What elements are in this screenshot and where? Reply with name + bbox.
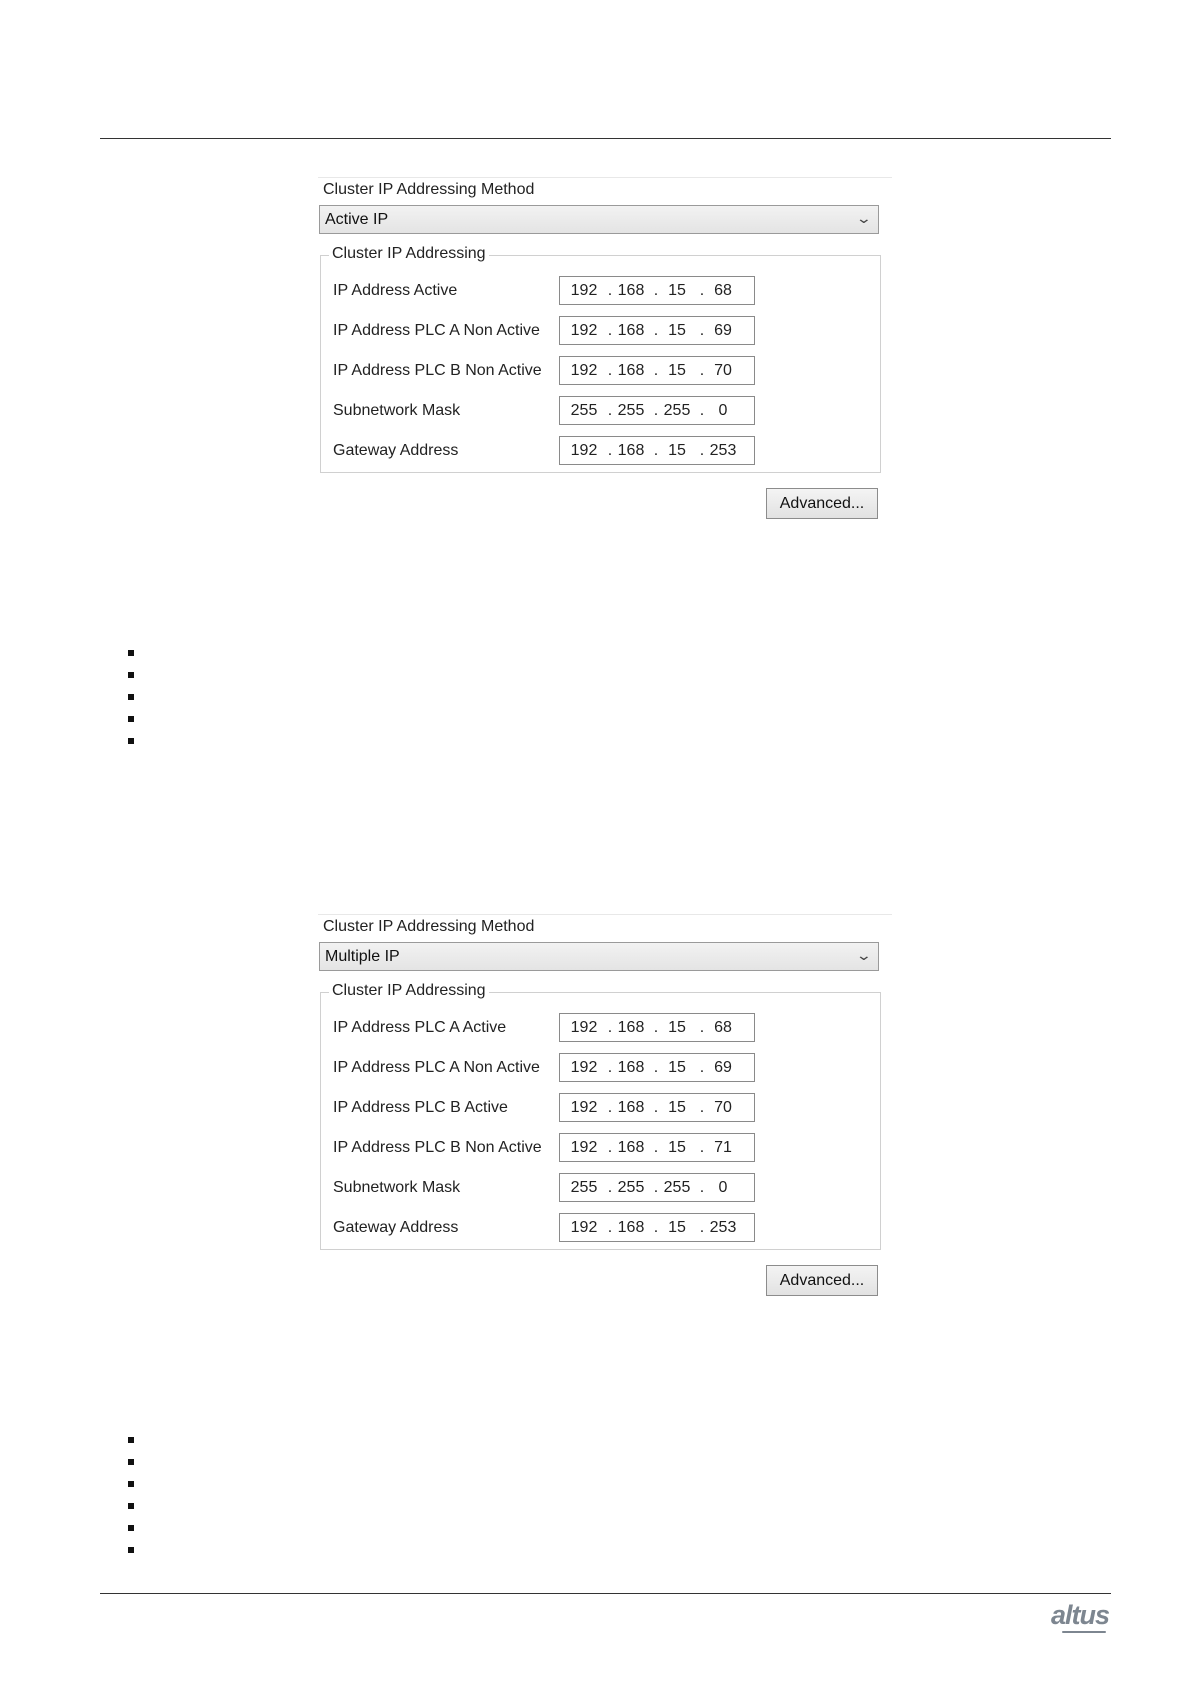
ip-dot: . [607, 362, 613, 379]
ip-row-label: IP Address PLC A Non Active [333, 1059, 540, 1076]
ip-octet[interactable]: 70 [714, 362, 732, 379]
ip-octet[interactable]: 0 [718, 402, 728, 419]
ip-row-label: Gateway Address [333, 442, 459, 459]
advanced-button[interactable]: Advanced... [766, 1265, 878, 1296]
ip-dot: . [653, 1099, 659, 1116]
ip-octet[interactable]: 255 [617, 1179, 645, 1196]
ip-octet[interactable]: 70 [714, 1099, 732, 1116]
ip-address-field[interactable] [559, 356, 755, 385]
ip-dot: . [607, 1059, 613, 1076]
ip-dot: . [653, 322, 659, 339]
ip-dot: . [607, 322, 613, 339]
panel-top-line [318, 914, 892, 915]
ip-row [321, 436, 880, 466]
list-bullet [128, 1481, 134, 1487]
bullet-list [128, 650, 134, 760]
ip-octet[interactable]: 192 [570, 362, 598, 379]
ip-octet[interactable]: 69 [714, 1059, 732, 1076]
list-bullet [128, 1459, 134, 1465]
ip-octet[interactable]: 192 [570, 1099, 598, 1116]
group-title: Cluster IP Addressing [329, 982, 489, 1000]
ip-dot: . [699, 1059, 705, 1076]
ip-octet[interactable]: 15 [668, 1099, 686, 1116]
ip-dot: . [699, 1099, 705, 1116]
ip-row [321, 1213, 880, 1243]
ip-octet[interactable]: 15 [668, 442, 686, 459]
ip-octet[interactable]: 255 [663, 402, 691, 419]
cluster-ip-addressing-group [320, 245, 881, 473]
ip-dot: . [699, 1219, 705, 1236]
ip-octet[interactable]: 253 [709, 1219, 737, 1236]
altus-logo: altus [1051, 1600, 1110, 1630]
list-bullet [128, 1547, 134, 1553]
ip-dot: . [607, 402, 613, 419]
addressing-method-select[interactable] [319, 205, 879, 234]
ip-row-label: IP Address PLC A Active [333, 1019, 507, 1036]
addressing-method-label: Cluster IP Addressing Method [323, 918, 535, 935]
list-bullet [128, 1503, 134, 1509]
ip-dot: . [607, 442, 613, 459]
ip-octet[interactable]: 168 [617, 282, 645, 299]
ip-dot: . [607, 1099, 613, 1116]
ip-octet[interactable]: 168 [617, 442, 645, 459]
addressing-method-select[interactable] [319, 942, 879, 971]
ip-row [321, 356, 880, 386]
bullet-list [128, 1437, 134, 1569]
ip-dot: . [607, 282, 613, 299]
ip-address-field[interactable] [559, 1093, 755, 1122]
ip-octet[interactable]: 68 [714, 282, 732, 299]
list-bullet [128, 650, 134, 656]
ip-row [321, 316, 880, 346]
ip-dot: . [653, 1219, 659, 1236]
ip-octet[interactable]: 168 [617, 1099, 645, 1116]
list-bullet [128, 738, 134, 744]
ip-octet[interactable]: 168 [617, 1059, 645, 1076]
ip-octet[interactable]: 255 [663, 1179, 691, 1196]
ip-dot: . [653, 282, 659, 299]
ip-octet[interactable]: 168 [617, 1139, 645, 1156]
ip-dot: . [699, 362, 705, 379]
ip-row-label: Subnetwork Mask [333, 1179, 461, 1196]
ip-row-label: IP Address PLC B Active [333, 1099, 508, 1116]
ip-octet[interactable]: 15 [668, 1019, 686, 1036]
ip-address-field[interactable] [559, 1213, 755, 1242]
footer-rule [100, 1593, 1111, 1594]
ip-dot: . [699, 322, 705, 339]
list-bullet [128, 1437, 134, 1443]
ip-octet[interactable]: 192 [570, 442, 598, 459]
ip-octet[interactable]: 168 [617, 362, 645, 379]
ip-row [321, 1013, 880, 1043]
list-bullet [128, 672, 134, 678]
ip-dot: . [607, 1179, 613, 1196]
ip-row [321, 276, 880, 306]
addressing-method-value: Active IP [325, 211, 389, 228]
ip-dot: . [699, 282, 705, 299]
ip-octet[interactable]: 15 [668, 1139, 686, 1156]
ip-octet[interactable]: 168 [617, 1219, 645, 1236]
addressing-method-label: Cluster IP Addressing Method [323, 181, 535, 198]
ip-dot: . [653, 442, 659, 459]
list-bullet [128, 716, 134, 722]
ip-octet[interactable]: 69 [714, 322, 732, 339]
ip-octet[interactable]: 255 [570, 1179, 598, 1196]
ip-row [321, 1173, 880, 1203]
ip-octet[interactable]: 192 [570, 282, 598, 299]
ip-octet[interactable]: 192 [570, 322, 598, 339]
cluster-ip-addressing-group [320, 982, 881, 1250]
ip-address-field[interactable] [559, 396, 755, 425]
ip-dot: . [653, 1179, 659, 1196]
list-bullet [128, 694, 134, 700]
ip-dot: . [653, 1059, 659, 1076]
ip-dot: . [699, 442, 705, 459]
ip-row [321, 1133, 880, 1163]
ip-octet[interactable]: 71 [714, 1139, 732, 1156]
ip-octet[interactable]: 0 [718, 1179, 728, 1196]
ip-address-field[interactable] [559, 436, 755, 465]
ip-row-label: Subnetwork Mask [333, 402, 461, 419]
addressing-method-value: Multiple IP [325, 948, 400, 965]
ip-row [321, 1053, 880, 1083]
ip-octet[interactable]: 15 [668, 1219, 686, 1236]
ip-dot: . [653, 362, 659, 379]
ip-address-field[interactable] [559, 1053, 755, 1082]
logo-swoosh [1062, 1631, 1106, 1633]
ip-octet[interactable]: 15 [668, 322, 686, 339]
ip-octet[interactable]: 192 [570, 1019, 598, 1036]
ip-octet[interactable]: 168 [617, 322, 645, 339]
ip-address-field[interactable] [559, 1013, 755, 1042]
ip-row-label: IP Address PLC B Non Active [333, 362, 542, 379]
ip-row-label: IP Address PLC B Non Active [333, 1139, 542, 1156]
ip-dot: . [607, 1139, 613, 1156]
ip-dot: . [699, 402, 705, 419]
ip-octet[interactable]: 192 [570, 1059, 598, 1076]
ip-address-field[interactable] [559, 316, 755, 345]
panel-top-line [318, 177, 892, 178]
ip-dot: . [653, 1019, 659, 1036]
ip-octet[interactable]: 192 [570, 1139, 598, 1156]
advanced-button[interactable]: Advanced... [766, 488, 878, 519]
ip-row [321, 1093, 880, 1123]
ip-dot: . [699, 1179, 705, 1196]
ip-dot: . [653, 1139, 659, 1156]
ip-octet[interactable]: 168 [617, 1019, 645, 1036]
ip-row-label: Gateway Address [333, 1219, 459, 1236]
list-bullet [128, 1525, 134, 1531]
ip-octet[interactable]: 15 [668, 282, 686, 299]
ip-address-field[interactable] [559, 1173, 755, 1202]
chevron-down-icon[interactable]: ⌄ [855, 947, 873, 963]
ip-dot: . [607, 1019, 613, 1036]
ip-octet[interactable]: 15 [668, 362, 686, 379]
ip-dot: . [653, 402, 659, 419]
ip-dot: . [699, 1139, 705, 1156]
ip-octet[interactable]: 68 [714, 1019, 732, 1036]
ip-octet[interactable]: 253 [709, 442, 737, 459]
ip-address-field[interactable] [559, 276, 755, 305]
ip-octet[interactable]: 255 [570, 402, 598, 419]
ip-row-label: IP Address Active [333, 282, 458, 299]
chevron-down-icon[interactable]: ⌄ [855, 210, 873, 226]
ip-dot: . [607, 1219, 613, 1236]
ip-address-field[interactable] [559, 1133, 755, 1162]
header-rule [100, 138, 1111, 139]
ip-row-label: IP Address PLC A Non Active [333, 322, 540, 339]
ip-dot: . [699, 1019, 705, 1036]
ip-octet[interactable]: 15 [668, 1059, 686, 1076]
group-title: Cluster IP Addressing [329, 245, 489, 263]
ip-octet[interactable]: 192 [570, 1219, 598, 1236]
ip-octet[interactable]: 255 [617, 402, 645, 419]
ip-row [321, 396, 880, 426]
